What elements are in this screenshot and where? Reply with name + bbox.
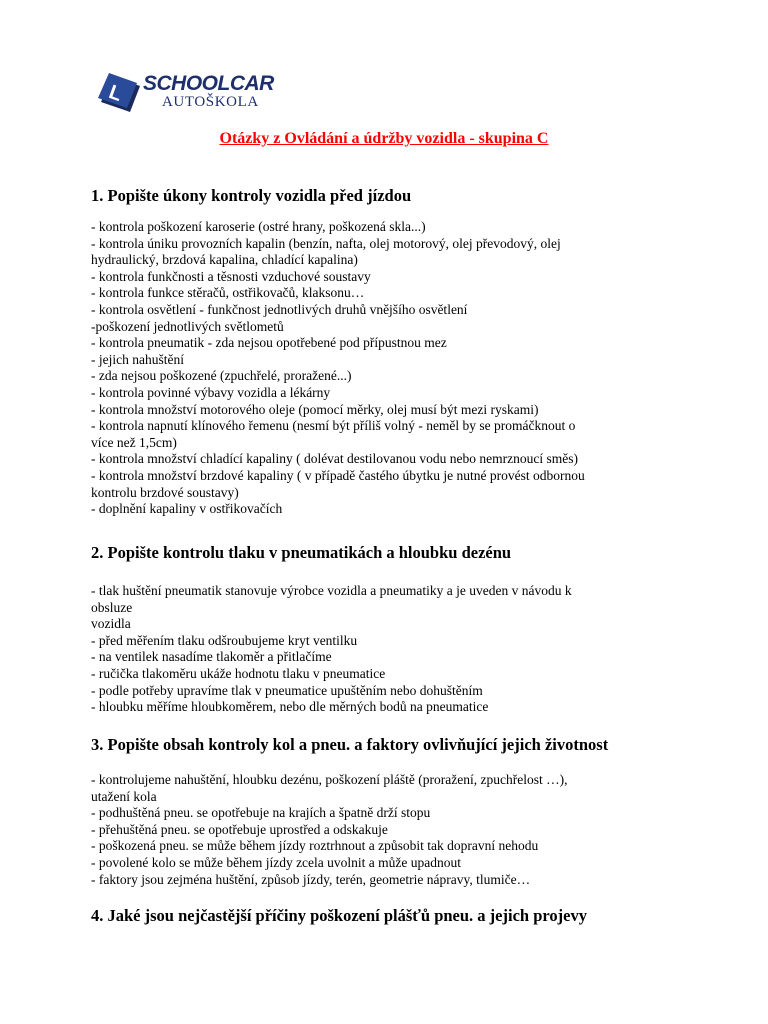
list-item: - kontrola množství brzdové kapaliny ( v případě častého úbytku je nutné provést odbornou bbox=[91, 467, 585, 483]
section-heading-4: 4. Jaké jsou nejčastější příčiny poškození plášťů pneu. a jejich projevy bbox=[91, 906, 587, 925]
list-item: - kontrola pneumatik - zda nejsou opotřebené pod přípustnou mez bbox=[91, 335, 447, 351]
list-item: - poškozená pneu. se může během jízdy roztrhnout a způsobit tak dopravní nehodu bbox=[91, 838, 539, 854]
schoolcar-logo bbox=[96, 72, 296, 116]
list-item: - doplnění kapaliny v ostřikovačích bbox=[91, 501, 283, 517]
section-items-1 bbox=[91, 219, 691, 518]
section-heading-3: 3. Popište obsah kontroly kol a pneu. a faktory ovlivňující jejich životnost bbox=[91, 735, 609, 754]
logo-mark-icon bbox=[96, 72, 142, 112]
list-item: - kontrola funkce stěračů, ostřikovačů, klaksonu… bbox=[91, 285, 365, 301]
logo-brand: SCHOOLCAR bbox=[143, 72, 274, 95]
list-item: - tlak huštění pneumatik stanovuje výrobce vozidla a pneumatiky a je uveden v návodu k bbox=[91, 583, 572, 598]
list-item: - zda nejsou poškozené (zpuchřelé, proražené...) bbox=[91, 368, 352, 384]
list-item: - kontrola poškození karoserie (ostré hrany, poškozená skla...) bbox=[91, 219, 426, 234]
list-item: - kontrola napnutí klínového řemenu (nesmí být příliš volný - neměl by se promáčknout o bbox=[91, 418, 576, 434]
list-item: - přehuštěná pneu. se opotřebuje uprostřed a odskakuje bbox=[91, 821, 388, 837]
list-item: utažení kola bbox=[91, 788, 157, 804]
list-item: - povolené kolo se může během jízdy zcela uvolnit a může upadnout bbox=[91, 854, 462, 870]
logo-subtitle: AUTOŠKOLA bbox=[162, 94, 259, 110]
list-item: - na ventilek nasadíme tlakoměr a přitlačíme bbox=[91, 649, 332, 665]
list-item: - kontrola funkčnosti a těsnosti vzduchové soustavy bbox=[91, 268, 371, 284]
list-item: - před měřením tlaku odšroubujeme kryt ventilku bbox=[91, 632, 358, 648]
list-item: - kontrola množství chladící kapaliny ( dolévat destilovanou vodu nebo nemrznoucí směs) bbox=[91, 451, 579, 467]
document-title: Otázky z Ovládání a údržby vozidla - skupina C bbox=[219, 130, 549, 147]
section-heading-2: 2. Popište kontrolu tlaku v pneumatikách a hloubku dezénu bbox=[91, 543, 512, 562]
list-item: více než 1,5cm) bbox=[91, 434, 177, 450]
list-item: - jejich nahuštění bbox=[91, 351, 184, 367]
list-item: - podle potřeby upravíme tlak v pneumatice upuštěním nebo dohuštěním bbox=[91, 682, 483, 698]
list-item: - kontrola povinné výbavy vozidla a lékárny bbox=[91, 384, 331, 400]
list-item: - kontrola osvětlení - funkčnost jednotlivých druhů vnějšího osvětlení bbox=[91, 301, 468, 317]
logo-mark-letter: L bbox=[105, 81, 125, 107]
list-item: - kontrolujeme nahuštění, hloubku dezénu, poškození pláště (proražení, zpuchřelost …), bbox=[91, 772, 568, 787]
section-heading-1: 1. Popište úkony kontroly vozidla před jízdou bbox=[91, 186, 412, 205]
list-item: obsluze bbox=[91, 599, 133, 615]
list-item: hydraulický, brzdová kapalina, chladící kapalina) bbox=[91, 252, 358, 268]
section-items-2 bbox=[91, 583, 691, 716]
list-item: - hloubku měříme hloubkoměrem, nebo dle měrných bodů na pneumatice bbox=[91, 699, 489, 715]
section-items-3 bbox=[91, 772, 691, 888]
list-item: - podhuštěná pneu. se opotřebuje na krajích a špatně drží stopu bbox=[91, 805, 431, 821]
list-item: - faktory jsou zejména huštění, způsob jízdy, terén, geometrie nápravy, tlumiče… bbox=[91, 871, 531, 887]
list-item: -poškození jednotlivých světlometů bbox=[91, 318, 284, 334]
list-item: kontrolu brzdové soustavy) bbox=[91, 484, 239, 500]
list-item: - ručička tlakoměru ukáže hodnotu tlaku v pneumatice bbox=[91, 665, 386, 681]
list-item: vozidla bbox=[91, 616, 131, 632]
list-item: - kontrola množství motorového oleje (pomocí měrky, olej musí být mezi ryskami) bbox=[91, 401, 539, 417]
list-item: - kontrola úniku provozních kapalin (benzín, nafta, olej motorový, olej převodový, olej bbox=[91, 235, 561, 251]
